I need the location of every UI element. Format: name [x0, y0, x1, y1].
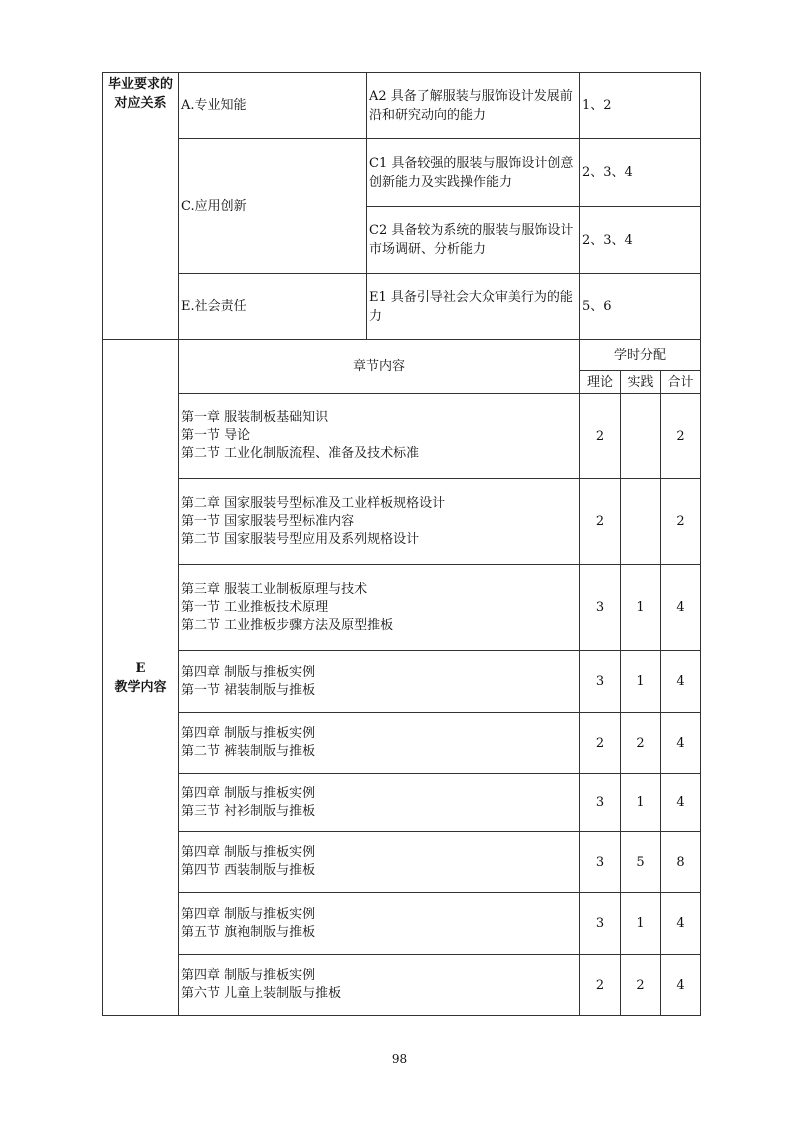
course-numbers: 2、3、4 — [580, 207, 701, 274]
course-numbers: 2、3、4 — [580, 139, 701, 207]
chapter-row — [103, 565, 701, 651]
total-hours: 4 — [661, 565, 701, 651]
course-table — [102, 72, 701, 1016]
chapter-line: 第六节 儿童上装制版与推板 — [181, 986, 342, 1001]
requirement-text: C2 具备较为系统的服装与服饰设计市场调研、分析能力 — [367, 207, 580, 274]
theory-hours: 2 — [580, 394, 621, 479]
theory-hours: 2 — [580, 479, 621, 565]
chapter-row — [103, 394, 701, 479]
total-hours: 4 — [661, 774, 701, 832]
mapping-label — [103, 73, 179, 340]
mapping-row — [103, 73, 701, 139]
chapter-content — [179, 651, 580, 713]
mapping-category: E.社会责任 — [179, 274, 367, 340]
chapter-line: 第四章 制版与推板实例 — [181, 968, 316, 983]
requirement-text: E1 具备引导社会大众审美行为的能力 — [367, 274, 580, 340]
chapter-content — [179, 893, 580, 955]
theory-hours: 2 — [580, 955, 621, 1016]
chapter-line: 第二节 工业推板步骤方法及原型推板 — [181, 617, 394, 633]
chapter-line: 第四章 制版与推板实例 — [181, 664, 316, 680]
total-hours: 4 — [661, 955, 701, 1016]
chapter-line: 第四章 制版与推板实例 — [181, 845, 316, 860]
total-hours: 4 — [661, 893, 701, 955]
content-label-line1: E — [135, 660, 146, 676]
mapping-category: C.应用创新 — [179, 139, 367, 274]
total-hours: 8 — [661, 832, 701, 893]
total-hours: 2 — [661, 479, 701, 565]
practice-hours: 1 — [621, 774, 661, 832]
chapter-row — [103, 651, 701, 713]
content-label-line2: 教学内容 — [114, 679, 167, 695]
chapter-line: 第五节 旗袍制版与推板 — [181, 924, 316, 940]
theory-hours: 3 — [580, 774, 621, 832]
chapter-line: 第四章 制版与推板实例 — [181, 906, 316, 922]
chapter-line: 第一节 裙装制版与推板 — [181, 682, 316, 698]
chapter-row — [103, 893, 701, 955]
content-header-row — [103, 340, 701, 371]
practice-hours: 2 — [621, 713, 661, 774]
theory-hours: 2 — [580, 713, 621, 774]
total-hours: 4 — [661, 651, 701, 713]
practice-hours: 1 — [621, 893, 661, 955]
mapping-label-line1: 毕业要求的 — [107, 77, 173, 92]
chapter-content — [179, 713, 580, 774]
practice-header: 实践 — [621, 371, 661, 394]
course-numbers: 1、2 — [580, 73, 701, 139]
chapter-line: 第二节 工业化制版流程、准备及技术标准 — [181, 446, 420, 461]
total-hours: 2 — [661, 394, 701, 479]
chapter-content — [179, 394, 580, 479]
theory-hours: 3 — [580, 893, 621, 955]
chapter-content — [179, 479, 580, 565]
chapter-line: 第四章 制版与推板实例 — [181, 785, 316, 801]
chapter-row — [103, 774, 701, 832]
chapter-line: 第四节 西装制版与推板 — [181, 863, 316, 878]
theory-header: 理论 — [580, 371, 621, 394]
mapping-label-line2: 对应关系 — [114, 96, 167, 111]
chapter-line: 第三章 服装工业制板原理与技术 — [181, 581, 368, 597]
theory-hours: 3 — [580, 651, 621, 713]
mapping-row — [103, 274, 701, 340]
practice-hours — [621, 479, 661, 565]
theory-hours: 3 — [580, 832, 621, 893]
chapter-content — [179, 832, 580, 893]
requirement-text: C1 具备较强的服装与服饰设计创意创新能力及实践操作能力 — [367, 139, 580, 207]
chapter-line: 第二节 国家服装号型应用及系列规格设计 — [181, 531, 420, 547]
chapter-line: 第一章 服装制板基础知识 — [181, 410, 329, 425]
practice-hours: 5 — [621, 832, 661, 893]
chapter-line: 第二节 裤装制版与推板 — [181, 744, 316, 759]
hours-header: 学时分配 — [580, 340, 701, 371]
chapter-content — [179, 774, 580, 832]
chapter-line: 第一节 国家服装号型标准内容 — [181, 513, 355, 529]
practice-hours: 1 — [621, 651, 661, 713]
chapter-row — [103, 713, 701, 774]
content-label — [103, 340, 179, 1016]
chapter-line: 第四章 制版与推板实例 — [181, 726, 316, 741]
total-hours: 4 — [661, 713, 701, 774]
chapter-header: 章节内容 — [179, 340, 580, 394]
mapping-category: A.专业知能 — [179, 73, 367, 139]
chapter-line: 第一节 工业推板技术原理 — [181, 599, 329, 615]
chapter-content — [179, 565, 580, 651]
chapter-row — [103, 479, 701, 565]
chapter-line: 第一节 导论 — [181, 428, 251, 443]
course-numbers: 5、6 — [580, 274, 701, 340]
theory-hours: 3 — [580, 565, 621, 651]
chapter-row — [103, 955, 701, 1016]
total-header: 合计 — [661, 371, 701, 394]
chapter-row — [103, 832, 701, 893]
chapter-line: 第二章 国家服装号型标准及工业样板规格设计 — [181, 495, 446, 511]
chapter-line: 第三节 衬衫制版与推板 — [181, 803, 316, 819]
requirement-text: A2 具备了解服装与服饰设计发展前沿和研究动向的能力 — [367, 73, 580, 139]
page-number: 98 — [391, 1052, 408, 1066]
practice-hours: 1 — [621, 565, 661, 651]
practice-hours: 2 — [621, 955, 661, 1016]
practice-hours — [621, 394, 661, 479]
mapping-row — [103, 139, 701, 207]
chapter-content — [179, 955, 580, 1016]
